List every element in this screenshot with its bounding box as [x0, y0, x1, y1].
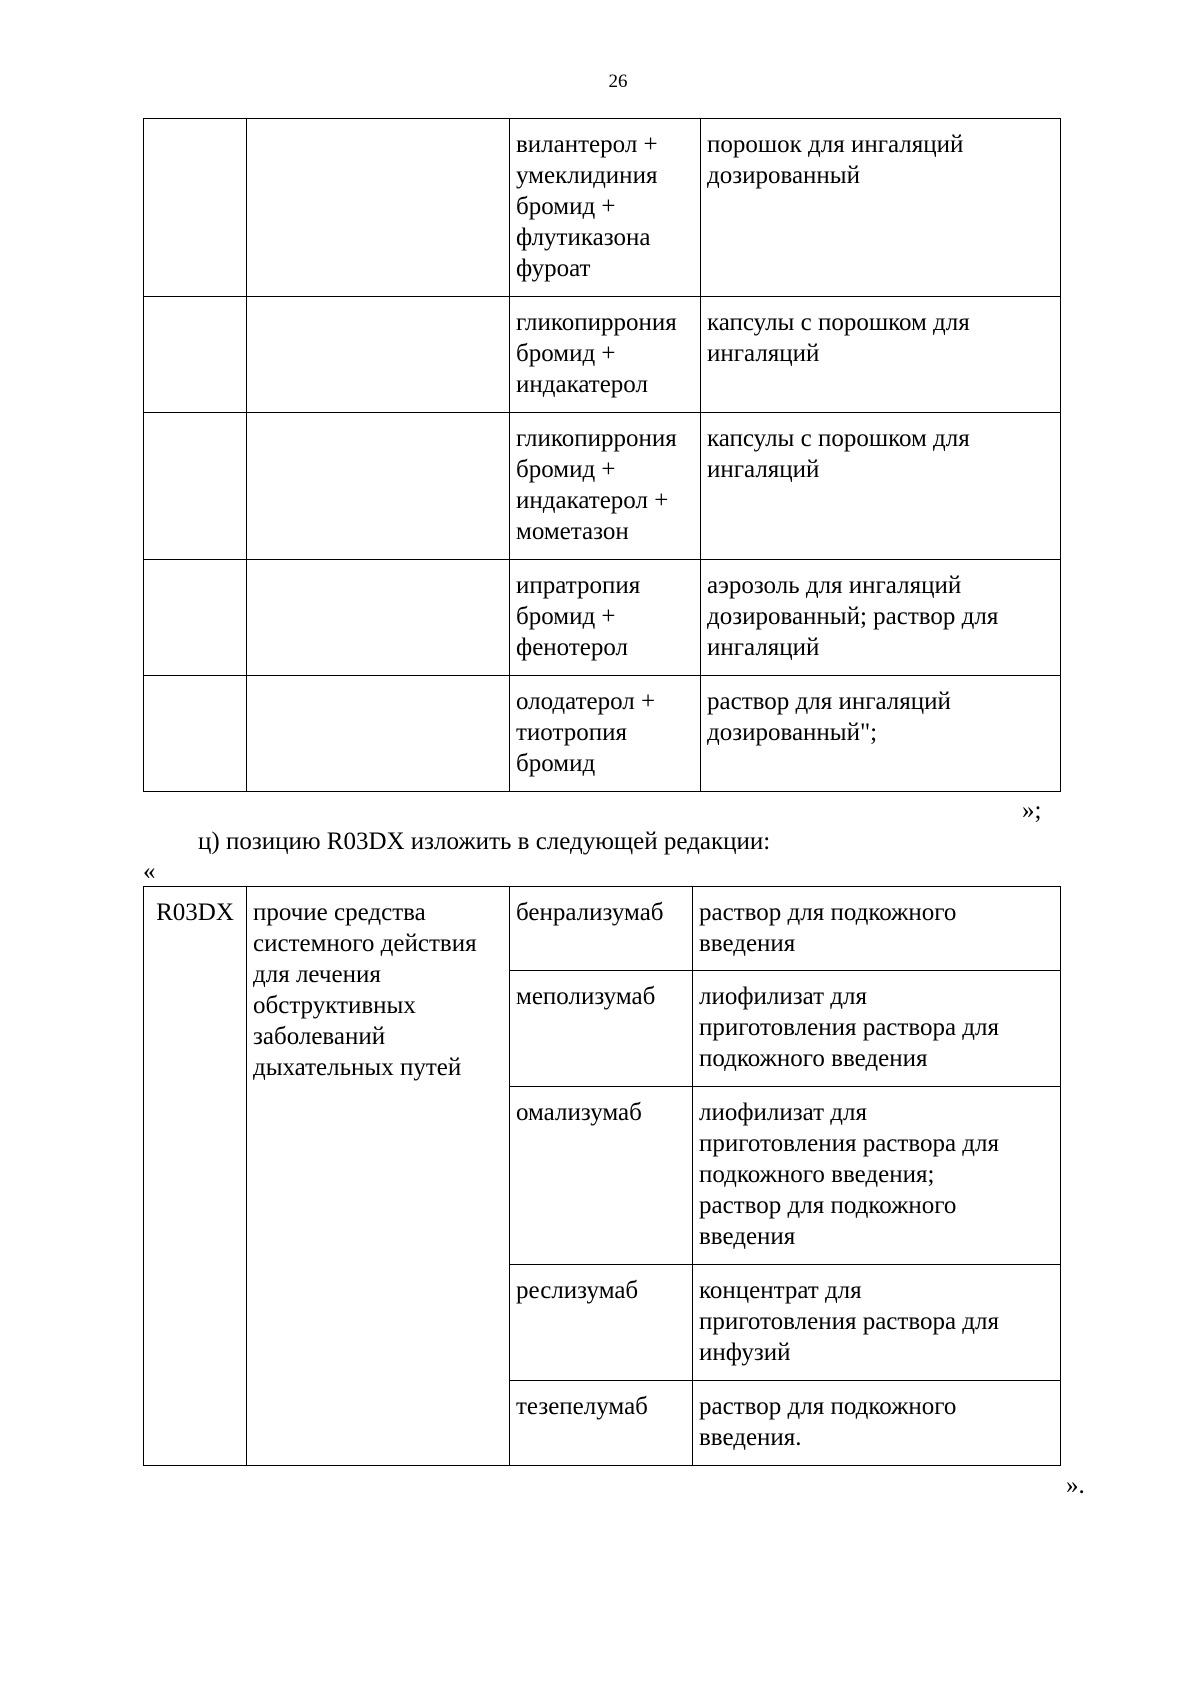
table-row: [144, 297, 1061, 413]
atc-code-cell: [144, 413, 247, 560]
drug-table-continued: [143, 118, 1061, 792]
atc-code-cell: R03DX: [144, 887, 247, 1466]
group-cell: [247, 413, 510, 560]
dosage-form-cell: порошок для ингаляций дозированный: [701, 119, 1061, 297]
table-row: [144, 676, 1061, 792]
dosage-form-cell: лиофилизат для приготовления раствора для подкожного введения: [693, 971, 1061, 1087]
substance-cell: гликопиррония бромид + индакатерол: [510, 297, 701, 413]
table-row: [144, 413, 1061, 560]
substance-cell: меполизумаб: [510, 971, 693, 1087]
group-cell: [247, 119, 510, 297]
amendment-instruction: ц) позицию R03DX изложить в следующей редакции:: [198, 828, 771, 855]
dosage-form-cell: раствор для подкожного введения.: [693, 1381, 1061, 1466]
group-cell: [247, 297, 510, 413]
dosage-form-cell: аэрозоль для ингаляций дозированный; раствор для ингаляций: [701, 560, 1061, 676]
drug-table-r03dx: [143, 886, 1061, 1466]
closing-quote-mark: »;: [1022, 797, 1042, 824]
substance-cell: вилантерол + умеклидиния бромид + флутиказона фуроат: [510, 119, 701, 297]
group-cell: [247, 676, 510, 792]
atc-code-cell: [144, 676, 247, 792]
atc-code-cell: [144, 560, 247, 676]
group-cell: прочие средства системного действия для лечения обструктивных заболеваний дыхательных путей: [247, 887, 510, 1466]
substance-cell: олодатерол + тиотропия бромид: [510, 676, 701, 792]
closing-quote-mark-final: ».: [1066, 1472, 1085, 1499]
table-row: [144, 560, 1061, 676]
dosage-form-cell: концентрат для приготовления раствора для инфузий: [693, 1265, 1061, 1381]
substance-cell: гликопиррония бромид + индакатерол + мометазон: [510, 413, 701, 560]
atc-code-cell: [144, 297, 247, 413]
substance-cell: ипратропия бромид + фенотерол: [510, 560, 701, 676]
atc-code-cell: [144, 119, 247, 297]
dosage-form-cell: лиофилизат для приготовления раствора для подкожного введения; раствор для подкожного введения: [693, 1087, 1061, 1265]
substance-cell: омализумаб: [510, 1087, 693, 1265]
dosage-form-cell: раствор для ингаляций дозированный";: [701, 676, 1061, 792]
table-row: [144, 887, 1061, 971]
substance-cell: тезепелумаб: [510, 1381, 693, 1466]
dosage-form-cell: капсулы с порошком для ингаляций: [701, 413, 1061, 560]
opening-quote-mark: «: [143, 858, 156, 885]
group-cell: [247, 560, 510, 676]
substance-cell: бенрализумаб: [510, 887, 693, 971]
dosage-form-cell: капсулы с порошком для ингаляций: [701, 297, 1061, 413]
page-number: 26: [608, 71, 628, 92]
table-row: [144, 119, 1061, 297]
dosage-form-cell: раствор для подкожного введения: [693, 887, 1061, 971]
substance-cell: реслизумаб: [510, 1265, 693, 1381]
